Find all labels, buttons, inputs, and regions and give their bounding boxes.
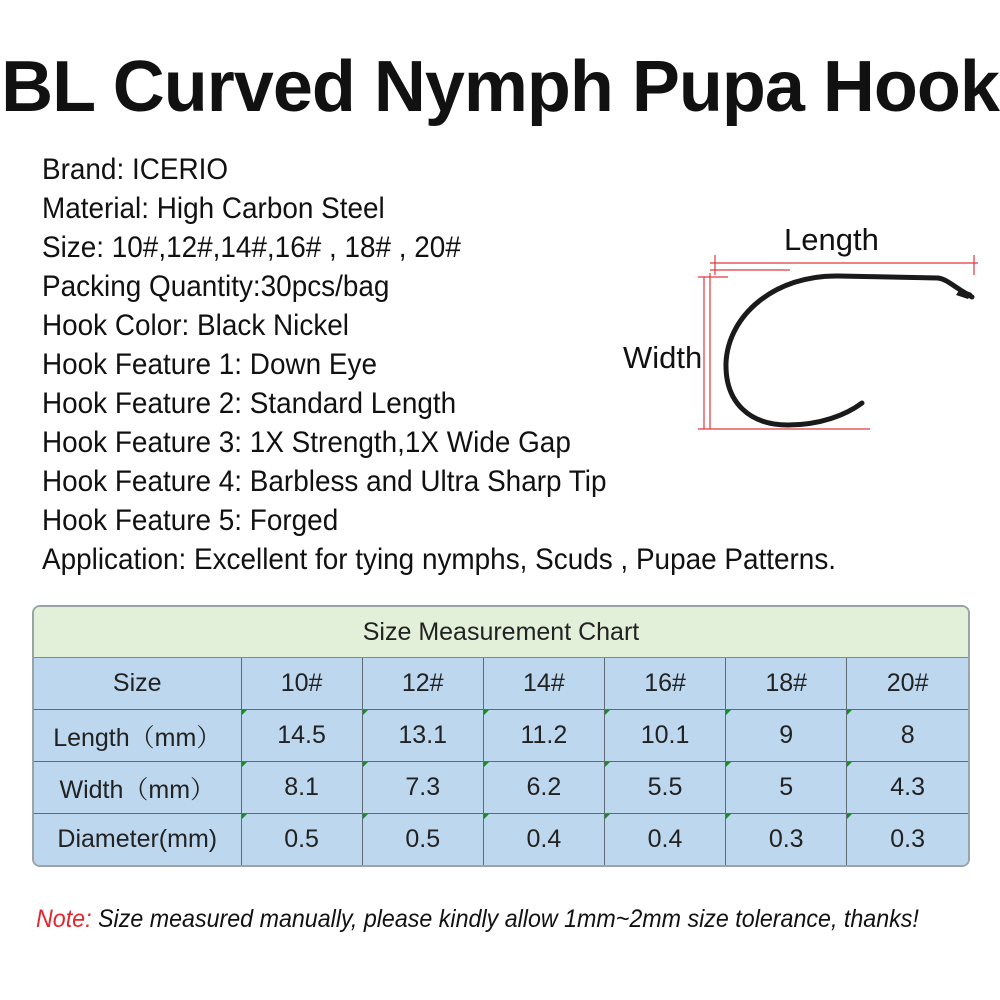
- header-cell: 20#: [847, 658, 968, 710]
- table-cell: 11.2: [483, 710, 604, 762]
- spec-application: Application: Excellent for tying nymphs, Scuds , Pupae Patterns.: [42, 543, 837, 576]
- row-label-width: Width（mm）: [34, 762, 241, 814]
- spec-feature-1: Hook Feature 1: Down Eye: [42, 348, 377, 381]
- table-cell: 5: [726, 762, 847, 814]
- tolerance-note: [36, 905, 919, 934]
- note-text: Size measured manually, please kindly allow 1mm~2mm size tolerance, thanks!: [91, 905, 919, 933]
- note-label: Note:: [36, 905, 92, 933]
- chart-title: Size Measurement Chart: [34, 607, 968, 658]
- table-cell: 0.3: [847, 814, 968, 866]
- length-label: Length: [784, 222, 879, 257]
- measurement-table: [34, 658, 968, 865]
- table-cell: 14.5: [241, 710, 362, 762]
- spec-size: Size: 10#,12#,14#,16# , 18# , 20#: [42, 231, 461, 264]
- table-cell: 5.5: [604, 762, 725, 814]
- header-cell: 14#: [483, 658, 604, 710]
- header-cell: 12#: [362, 658, 483, 710]
- table-row-length: [34, 710, 968, 762]
- spec-hook-color: Hook Color: Black Nickel: [42, 309, 350, 342]
- spec-feature-2: Hook Feature 2: Standard Length: [42, 387, 457, 420]
- length-dimension-lines: [710, 255, 978, 275]
- table-row-width: [34, 762, 968, 814]
- row-label-diameter: Diameter(mm): [34, 814, 241, 866]
- spec-feature-4: Hook Feature 4: Barbless and Ultra Sharp Tip: [42, 465, 607, 498]
- page-title: BL Curved Nymph Pupa Hook: [1, 47, 999, 127]
- size-measurement-chart: [32, 605, 970, 867]
- header-cell: 16#: [604, 658, 725, 710]
- table-cell: 0.5: [362, 814, 483, 866]
- width-label: Width: [623, 340, 703, 375]
- header-cell: 18#: [726, 658, 847, 710]
- table-cell: 6.2: [483, 762, 604, 814]
- spec-material: Material: High Carbon Steel: [42, 192, 385, 225]
- spec-feature-3: Hook Feature 3: 1X Strength,1X Wide Gap: [42, 426, 571, 459]
- table-header-row: [34, 658, 968, 710]
- table-cell: 10.1: [604, 710, 725, 762]
- table-cell: 7.3: [362, 762, 483, 814]
- table-cell: 0.5: [241, 814, 362, 866]
- table-row-diameter: [34, 814, 968, 866]
- table-cell: 4.3: [847, 762, 968, 814]
- table-cell: 13.1: [362, 710, 483, 762]
- row-label-length: Length（mm）: [34, 710, 241, 762]
- table-cell: 9: [726, 710, 847, 762]
- table-cell: 8.1: [241, 762, 362, 814]
- hook-icon: [726, 276, 972, 425]
- spec-brand: Brand: ICERIO: [42, 153, 229, 186]
- header-cell-size: Size: [34, 658, 241, 710]
- header-cell: 10#: [241, 658, 362, 710]
- spec-packing-quantity: Packing Quantity:30pcs/bag: [42, 270, 390, 303]
- table-cell: 0.3: [726, 814, 847, 866]
- hook-diagram: [600, 215, 990, 445]
- table-cell: 8: [847, 710, 968, 762]
- width-dimension-lines: [698, 273, 870, 429]
- table-cell: 0.4: [483, 814, 604, 866]
- table-cell: 0.4: [604, 814, 725, 866]
- spec-feature-5: Hook Feature 5: Forged: [42, 504, 339, 537]
